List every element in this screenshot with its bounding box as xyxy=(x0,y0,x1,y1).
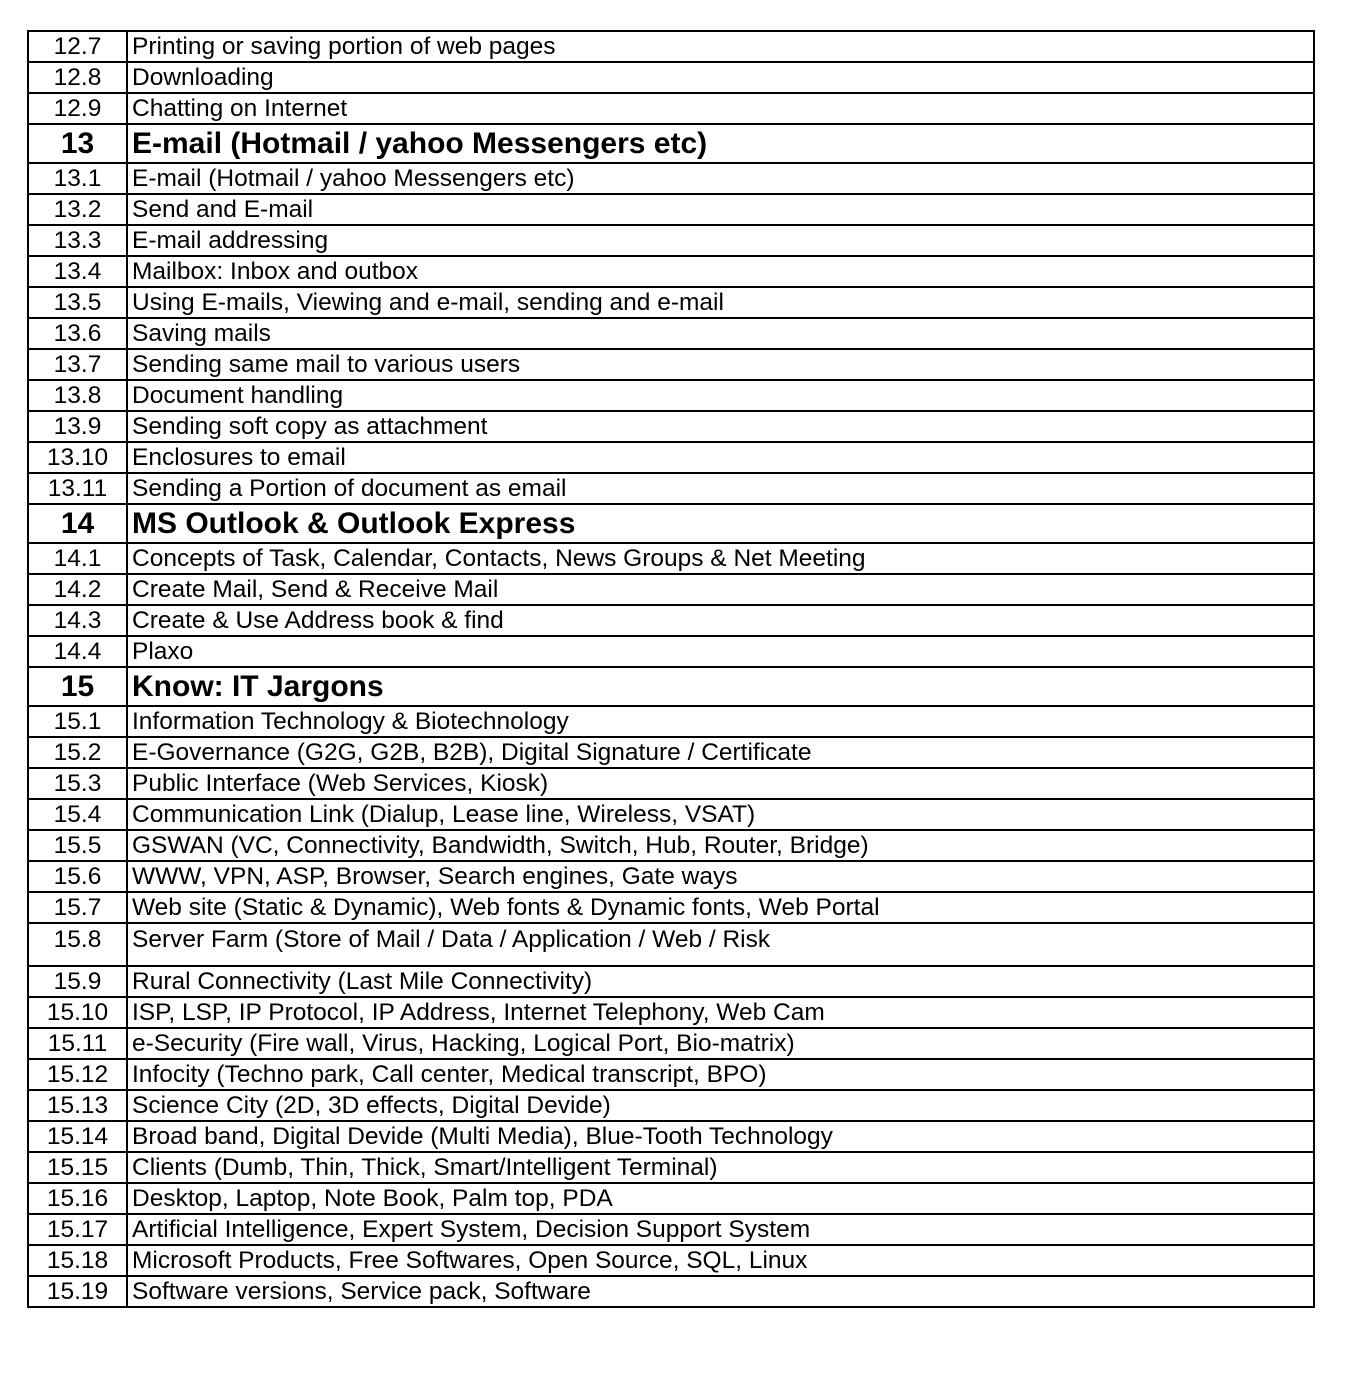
table-row xyxy=(28,163,1314,194)
topic-title: Concepts of Task, Calendar, Contacts, News Groups & Net Meeting xyxy=(127,543,1314,574)
table-row xyxy=(28,62,1314,93)
table-row xyxy=(28,830,1314,861)
table-row xyxy=(28,543,1314,574)
table-row xyxy=(28,1245,1314,1276)
topic-title: Software versions, Service pack, Software xyxy=(127,1276,1314,1307)
topic-title: E-mail (Hotmail / yahoo Messengers etc) xyxy=(127,163,1314,194)
table-row xyxy=(28,861,1314,892)
table-row xyxy=(28,1183,1314,1214)
section-title: MS Outlook & Outlook Express xyxy=(127,504,1314,543)
topic-title: Artificial Intelligence, Expert System, Decision Support System xyxy=(127,1214,1314,1245)
topic-number: 13.1 xyxy=(28,163,127,194)
topic-number: 15.13 xyxy=(28,1090,127,1121)
table-row xyxy=(28,1214,1314,1245)
topic-number: 12.9 xyxy=(28,93,127,124)
topic-title: Information Technology & Biotechnology xyxy=(127,706,1314,737)
topic-number: 15.5 xyxy=(28,830,127,861)
topic-number: 15.2 xyxy=(28,737,127,768)
topic-number: 13.5 xyxy=(28,287,127,318)
table-row xyxy=(28,1152,1314,1183)
table-row xyxy=(28,318,1314,349)
topic-number: 15.18 xyxy=(28,1245,127,1276)
table-row xyxy=(28,966,1314,997)
table-row xyxy=(28,380,1314,411)
topic-number: 15.10 xyxy=(28,997,127,1028)
topic-number: 15.3 xyxy=(28,768,127,799)
topic-title: Sending same mail to various users xyxy=(127,349,1314,380)
table-row xyxy=(28,349,1314,380)
topic-title: Printing or saving portion of web pages xyxy=(127,31,1314,62)
topic-title: Desktop, Laptop, Note Book, Palm top, PDA xyxy=(127,1183,1314,1214)
table-row xyxy=(28,194,1314,225)
section-number: 14 xyxy=(28,504,127,543)
section-title: E-mail (Hotmail / yahoo Messengers etc) xyxy=(127,124,1314,163)
table-row xyxy=(28,737,1314,768)
topic-number: 15.4 xyxy=(28,799,127,830)
topic-title: Plaxo xyxy=(127,636,1314,667)
topic-title: Sending soft copy as attachment xyxy=(127,411,1314,442)
table-row xyxy=(28,411,1314,442)
topic-number: 15.17 xyxy=(28,1214,127,1245)
topic-title: Saving mails xyxy=(127,318,1314,349)
section-number: 13 xyxy=(28,124,127,163)
topic-number: 13.2 xyxy=(28,194,127,225)
topic-number: 15.6 xyxy=(28,861,127,892)
table-row xyxy=(28,636,1314,667)
section-title: Know: IT Jargons xyxy=(127,667,1314,706)
topic-title: Using E-mails, Viewing and e-mail, sending and e-mail xyxy=(127,287,1314,318)
topic-number: 13.3 xyxy=(28,225,127,256)
topic-title: Create & Use Address book & find xyxy=(127,605,1314,636)
section-heading-row xyxy=(28,504,1314,543)
table-row xyxy=(28,442,1314,473)
table-row xyxy=(28,1276,1314,1307)
topic-number: 13.7 xyxy=(28,349,127,380)
topic-title: Enclosures to email xyxy=(127,442,1314,473)
syllabus-rows xyxy=(28,31,1314,1307)
topic-title: Mailbox: Inbox and outbox xyxy=(127,256,1314,287)
section-number: 15 xyxy=(28,667,127,706)
table-row xyxy=(28,892,1314,923)
section-heading-row xyxy=(28,667,1314,706)
topic-title: Chatting on Internet xyxy=(127,93,1314,124)
topic-title: e-Security (Fire wall, Virus, Hacking, Logical Port, Bio-matrix) xyxy=(127,1028,1314,1059)
topic-number: 13.4 xyxy=(28,256,127,287)
topic-title: Document handling xyxy=(127,380,1314,411)
topic-title: Communication Link (Dialup, Lease line, Wireless, VSAT) xyxy=(127,799,1314,830)
topic-number: 14.4 xyxy=(28,636,127,667)
syllabus-table xyxy=(27,30,1315,1308)
topic-number: 15.12 xyxy=(28,1059,127,1090)
topic-title: Server Farm (Store of Mail / Data / Application / Web / Risk xyxy=(127,923,1314,966)
topic-number: 15.8 xyxy=(28,923,127,966)
topic-number: 15.7 xyxy=(28,892,127,923)
table-row xyxy=(28,706,1314,737)
table-row xyxy=(28,225,1314,256)
topic-title: Clients (Dumb, Thin, Thick, Smart/Intelligent Terminal) xyxy=(127,1152,1314,1183)
table-row xyxy=(28,1059,1314,1090)
topic-number: 12.7 xyxy=(28,31,127,62)
topic-title: Infocity (Techno park, Call center, Medical transcript, BPO) xyxy=(127,1059,1314,1090)
table-row xyxy=(28,473,1314,504)
topic-title: Microsoft Products, Free Softwares, Open Source, SQL, Linux xyxy=(127,1245,1314,1276)
table-row xyxy=(28,93,1314,124)
topic-number: 13.9 xyxy=(28,411,127,442)
topic-number: 13.6 xyxy=(28,318,127,349)
topic-title: Downloading xyxy=(127,62,1314,93)
table-row xyxy=(28,1090,1314,1121)
topic-title: Science City (2D, 3D effects, Digital Devide) xyxy=(127,1090,1314,1121)
section-heading-row xyxy=(28,124,1314,163)
table-row xyxy=(28,256,1314,287)
topic-title: Create Mail, Send & Receive Mail xyxy=(127,574,1314,605)
topic-number: 15.1 xyxy=(28,706,127,737)
topic-number: 15.14 xyxy=(28,1121,127,1152)
topic-title: Send and E-mail xyxy=(127,194,1314,225)
topic-number: 15.16 xyxy=(28,1183,127,1214)
table-row xyxy=(28,799,1314,830)
topic-number: 12.8 xyxy=(28,62,127,93)
topic-number: 14.1 xyxy=(28,543,127,574)
topic-number: 15.11 xyxy=(28,1028,127,1059)
topic-title: Rural Connectivity (Last Mile Connectivity) xyxy=(127,966,1314,997)
topic-number: 14.2 xyxy=(28,574,127,605)
topic-number: 14.3 xyxy=(28,605,127,636)
topic-number: 13.11 xyxy=(28,473,127,504)
table-row xyxy=(28,1028,1314,1059)
topic-title: E-mail addressing xyxy=(127,225,1314,256)
table-row xyxy=(28,1121,1314,1152)
table-row xyxy=(28,287,1314,318)
topic-title: Broad band, Digital Devide (Multi Media), Blue-Tooth Technology xyxy=(127,1121,1314,1152)
table-row xyxy=(28,574,1314,605)
topic-title: Public Interface (Web Services, Kiosk) xyxy=(127,768,1314,799)
topic-number: 13.10 xyxy=(28,442,127,473)
topic-title: ISP, LSP, IP Protocol, IP Address, Internet Telephony, Web Cam xyxy=(127,997,1314,1028)
table-row xyxy=(28,997,1314,1028)
table-row xyxy=(28,923,1314,966)
topic-title: WWW, VPN, ASP, Browser, Search engines, Gate ways xyxy=(127,861,1314,892)
table-row xyxy=(28,605,1314,636)
table-row xyxy=(28,768,1314,799)
topic-title: GSWAN (VC, Connectivity, Bandwidth, Switch, Hub, Router, Bridge) xyxy=(127,830,1314,861)
topic-number: 13.8 xyxy=(28,380,127,411)
topic-title: Sending a Portion of document as email xyxy=(127,473,1314,504)
topic-title: E-Governance (G2G, G2B, B2B), Digital Signature / Certificate xyxy=(127,737,1314,768)
topic-title: Web site (Static & Dynamic), Web fonts & Dynamic fonts, Web Portal xyxy=(127,892,1314,923)
topic-number: 15.9 xyxy=(28,966,127,997)
topic-number: 15.19 xyxy=(28,1276,127,1307)
topic-number: 15.15 xyxy=(28,1152,127,1183)
table-row xyxy=(28,31,1314,62)
